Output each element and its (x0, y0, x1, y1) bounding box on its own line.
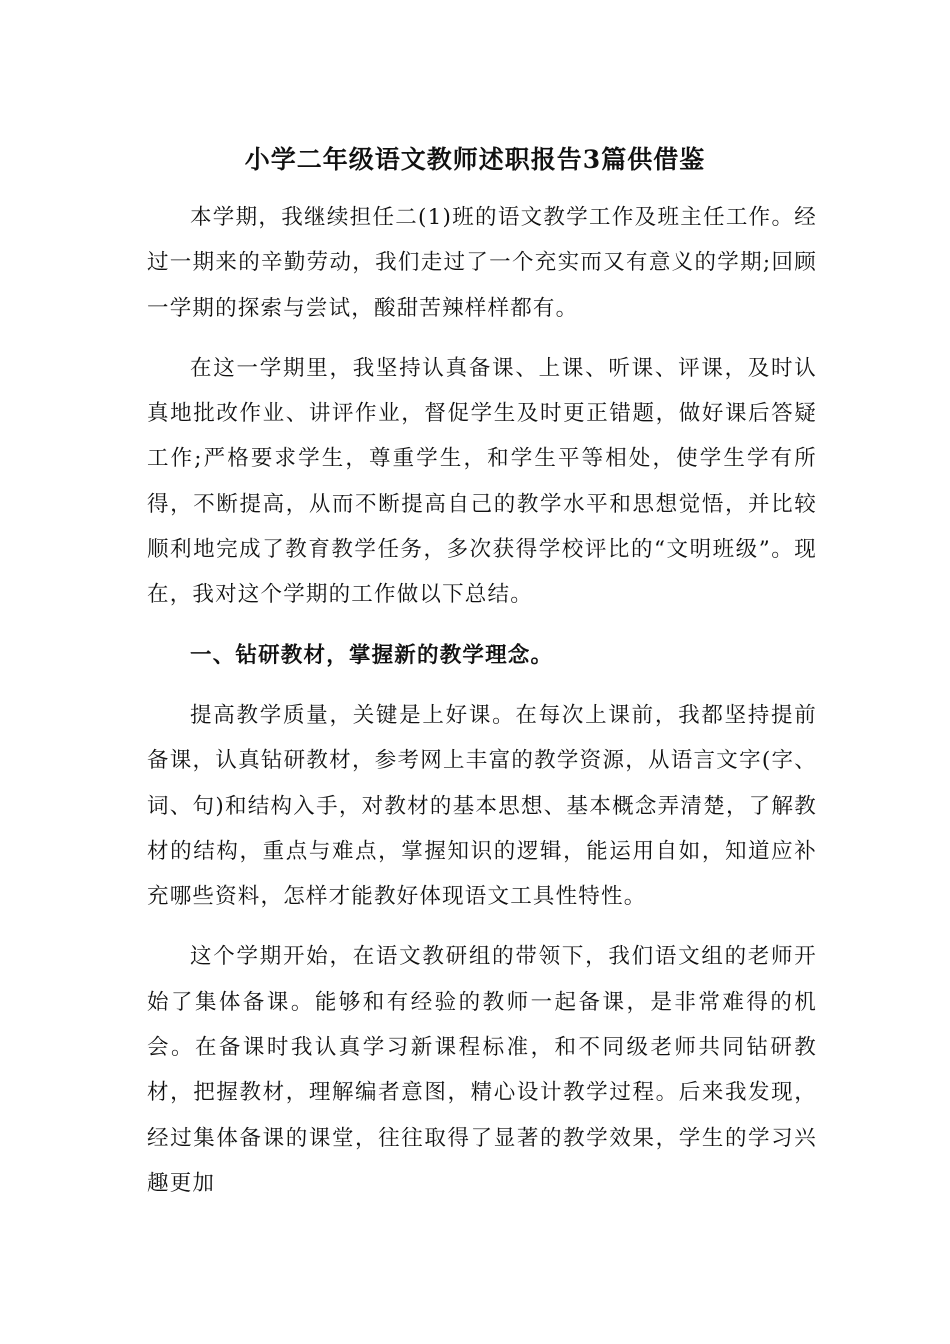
paragraph-group-prep: 这个学期开始，在语文教研组的带领下，我们语文组的老师开始了集体备课。能够和有经验的教师一起备课，是非常难得的机会。在备课时我认真学习新课程标准，和不同级老师共同钻研教材，把握教材，理解编者意图，精心设计教学过程。后来我发现，经过集体备课的课堂，往往取得了显著的教学效果，学生的学习兴趣更加 (147, 944, 817, 1196)
paragraph-intro: 本学期，我继续担任二(1)班的语文教学工作及班主任工作。经过一期来的辛勤劳动，我们走过了一个充实而又有意义的学期;回顾一学期的探索与尝试，酸甜苦辣样样都有。 (147, 205, 817, 321)
section-heading: 一、钻研教材，掌握新的教学理念。 (190, 642, 554, 668)
document-title: 小学二年级语文教师述职报告3篇供借鉴 (244, 145, 706, 174)
paragraph-lesson-prep: 提高教学质量，关键是上好课。在每次上课前，我都坚持提前备课，认真钻研教材，参考网上丰富的教学资源，从语言文字(字、词、句)和结构入手，对教材的基本思想、基本概念弄清楚，了解教材的结构，重点与难点，掌握知识的逻辑，能运用自如，知道应补充哪些资料，怎样才能教好体现语文工具性特性。 (147, 702, 817, 910)
paragraph-overview: 在这一学期里，我坚持认真备课、上课、听课、评课，及时认真地批改作业、讲评作业，督促学生及时更正错题，做好课后答疑工作;严格要求学生，尊重学生，和学生平等相处，使学生学有所得，不断提高，从而不断提高自己的教学水平和思想觉悟，并比较顺利地完成了教育教学任务，多次获得学校评比的“文明班级”。现在，我对这个学期的工作做以下总结。 (147, 355, 817, 608)
document-body (147, 195, 817, 1221)
